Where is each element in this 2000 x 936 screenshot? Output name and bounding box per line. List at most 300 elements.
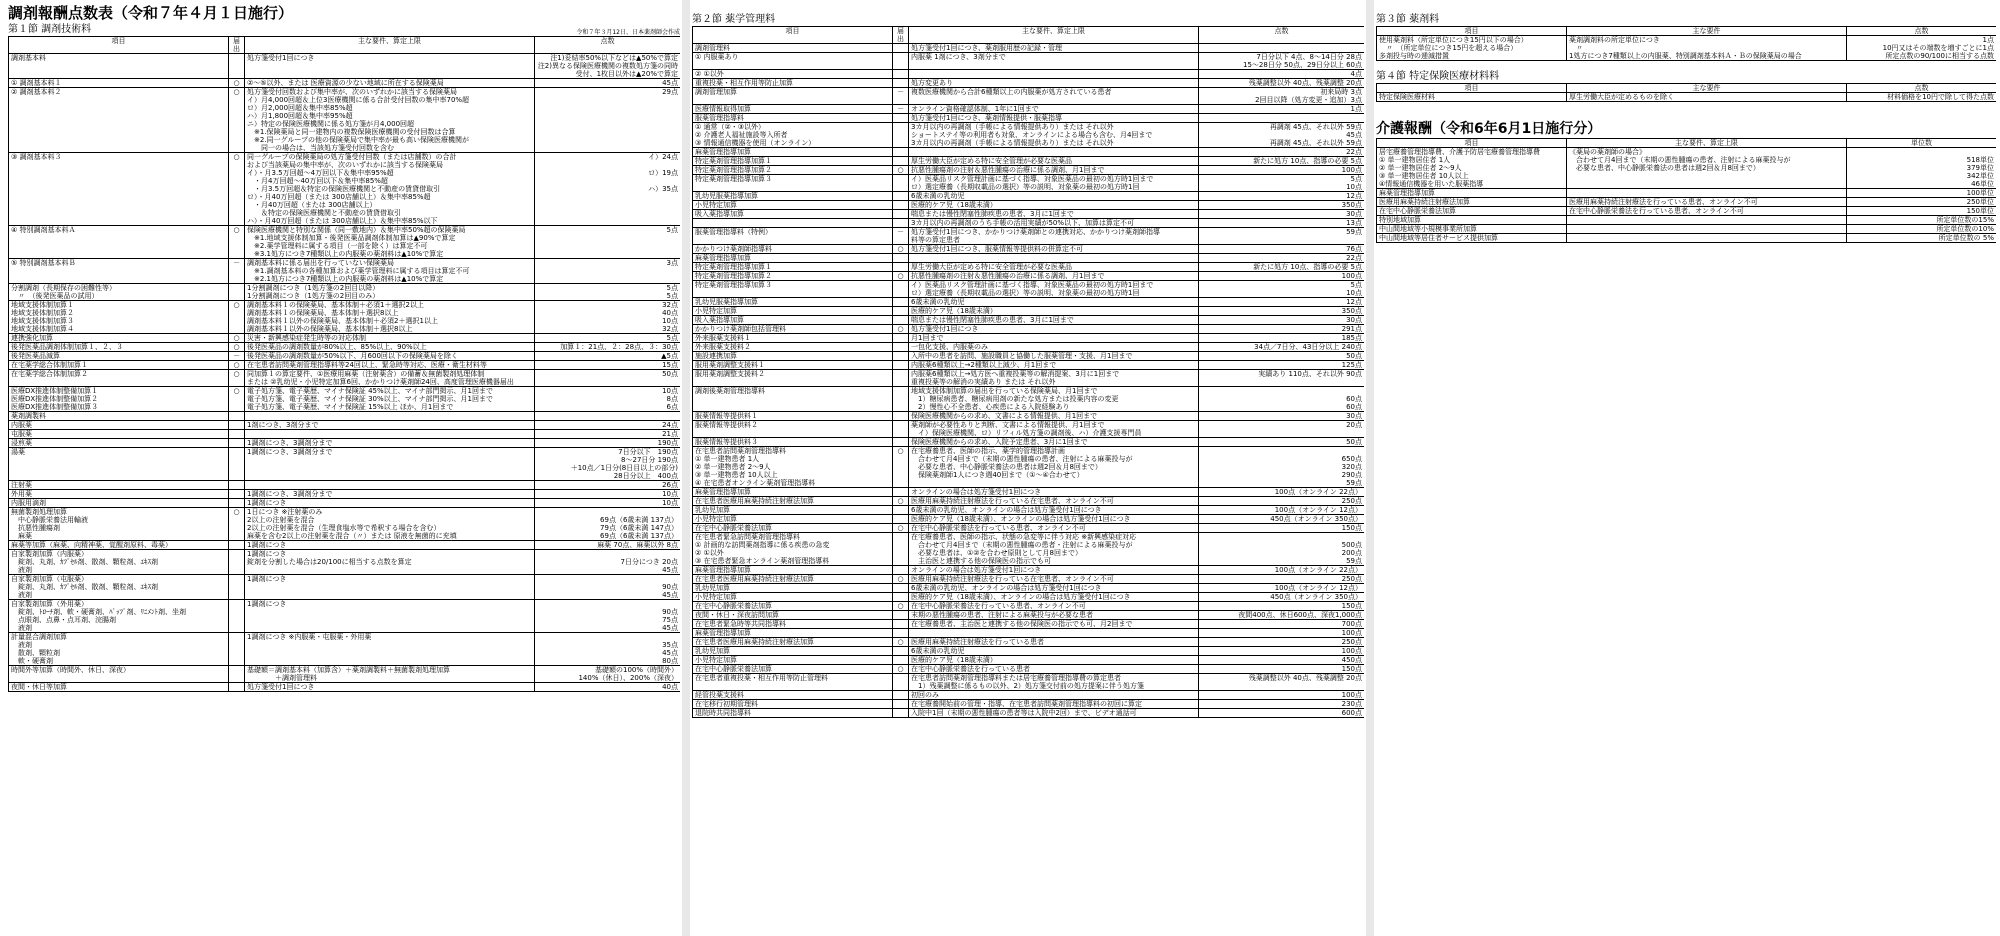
column-header: 点数	[1847, 84, 1997, 93]
table-cell	[229, 448, 245, 481]
table-cell: 乳幼児服薬指導加算	[693, 298, 893, 307]
table-cell: 在宅療養患者、医師の指示、状態の急変等に伴う対応 ※新興感染症対応 合わせて月4回まで（末期の悪性腫瘍の患者・注射による麻薬投与が 必要な患者は、①②を合わせ原則として月8回まで） 主治医と連携する他の保険医の指示でも可	[909, 533, 1199, 566]
table-cell: 医療用麻薬持続注射療法を行っている在宅患者、オンライン不可	[909, 497, 1199, 506]
table-cell: 中山間地域等居住者サービス提供加算	[1377, 234, 1567, 243]
column-header: 項目	[1377, 84, 1567, 93]
table-cell: 厚生労働大臣が定める特に安全管理が必要な医薬品	[909, 157, 1199, 166]
table-cell: 10点	[535, 499, 681, 508]
table-section-2	[692, 26, 1364, 718]
section-title-3: 第３節 薬剤料	[1376, 14, 1440, 25]
table-row	[693, 506, 1365, 515]
table-row	[693, 611, 1365, 620]
table-row	[693, 647, 1365, 656]
table-cell	[893, 210, 909, 219]
table-cell: 服薬情報等提供料１	[693, 412, 893, 421]
table-cell: 10点 8点 6点	[535, 387, 681, 412]
table-row	[9, 490, 681, 499]
table-cell: 6歳未満の乳幼児、オンラインの場合は処方箋受付1回につき	[909, 584, 1199, 593]
table-cell: 在宅療養患者、主治医と連携する他の保険医の指示でも可、月2回まで	[909, 620, 1199, 629]
table-row	[9, 508, 681, 541]
table-cell: 在宅患者緊急時等共同指導料	[693, 620, 893, 629]
table-cell	[893, 298, 909, 307]
table-cell: 月1回まで	[909, 334, 1199, 343]
table-cell: ○	[893, 638, 909, 647]
table-cell	[893, 533, 909, 566]
table-cell: 30点	[1199, 210, 1365, 219]
table-cell: 基礎額＝調剤基本料（加算含）＋薬剤調製料＋無菌製剤処理加算 ＋調剤管理料	[245, 666, 535, 683]
table-cell: 在宅患者重複投薬・相互作用等防止管理料	[693, 674, 893, 691]
table-cell: 吸入薬指導加算	[693, 210, 893, 219]
table-cell: 加算１：21点、２：28点、３：30点	[535, 343, 681, 352]
table-row	[9, 370, 681, 387]
table-header-row	[1377, 139, 1997, 148]
table-cell: 時間外等加算（時間外、休日、深夜）	[9, 666, 229, 683]
table-cell: 100点（オンライン 22点）	[1199, 488, 1365, 497]
table-cell	[893, 656, 909, 665]
table-cell	[909, 629, 1199, 638]
table-row	[9, 334, 681, 343]
table-row	[1377, 189, 1997, 198]
table-row	[9, 575, 681, 600]
table-cell: 喘息または慢性閉塞性肺疾患の患者、3月に1回まで	[909, 210, 1199, 219]
table-cell: 麻薬管理指導加算	[693, 566, 893, 575]
table-row	[9, 54, 681, 79]
table-cell	[1199, 44, 1365, 53]
table-row	[693, 263, 1365, 272]
table-cell: 50点	[1199, 438, 1365, 447]
table-cell: 内服用滴剤	[9, 499, 229, 508]
table-cell: 初来局時 3点 2回目以降（処方変更・追加）3点	[1199, 88, 1365, 105]
table-cell: 地域支援体制加算１ 地域支援体制加算２ 地域支援体制加算３ 地域支援体制加算４	[9, 301, 229, 334]
table-cell	[229, 550, 245, 575]
page-gap	[682, 0, 690, 936]
table-cell: 注1)妥結率50%以下などは▲50%で算定 注2)異なる保険医療機関の複数処方箋の同時受付、1枚目以外は▲20%で算定	[535, 54, 681, 79]
table-cell: 291点	[1199, 325, 1365, 334]
table-cell: 内服薬 1剤につき、3剤分まで	[909, 53, 1199, 70]
table-cell: 1調剤につき、3調剤分まで	[245, 490, 535, 499]
table-cell: 同一グループの保険薬局の処方箋受付回数（または店舗数）の合計 および当該薬局の集中率が、次のいずれかに該当する保険薬局 イ）・月3.5万回超～4万回以下＆集中率95%超 ・月4万回超～40万回以下＆集中率85%超 ・月3.5万回超＆特定の保険医療機関と不動産の賃貸借取引 ロ）・月40万回超（または 300店舗以上）＆集中率85%超 ・月40万回超（または 300店舗以上） ＆特定の保険医療機関と不動産の賃貸借取引 ハ）・月40万回超（または 300店舗以上）＆集中率85%以下	[245, 153, 535, 226]
table-row	[9, 600, 681, 633]
table-cell	[1567, 225, 1847, 234]
table-cell: ○	[893, 497, 909, 506]
table-cell: 浸煎薬	[9, 439, 229, 448]
table-row	[9, 439, 681, 448]
table-header-row	[1377, 84, 1997, 93]
column-header: 項目	[9, 37, 229, 54]
table-cell	[229, 421, 245, 430]
column-header: 主な要件、算定上限	[245, 37, 535, 54]
table-cell: ○	[229, 301, 245, 334]
table-cell: 内服薬6種類以上→2種類以上減少、月1回まで	[909, 361, 1199, 370]
table-cell: 1点	[1199, 105, 1365, 114]
table-cell	[893, 352, 909, 361]
table-cell: ○	[893, 245, 909, 254]
table-cell: 連携強化加算	[9, 334, 229, 343]
table-cell: 処方箋受付1回につき、薬剤服用歴の記録・管理	[909, 44, 1199, 53]
table-row	[693, 53, 1365, 70]
table-cell: 調剤基本料に係る届出を行っていない保険薬局 ※1.調剤基本料の各種加算および薬学管理料に属する項目は算定不可 ※2.1処方につき7種類以上の内服薬の薬剤料は▲10%で算定	[245, 259, 535, 284]
table-row	[9, 666, 681, 683]
table-cell: 1調剤につき 錠剤を分割した場合は20/100に相当する点数を算定	[245, 550, 535, 575]
table-cell: 夜間・休日・深夜訪問加算	[693, 611, 893, 620]
table-cell: 32点 40点 10点 32点	[535, 301, 681, 334]
table-cell: 後発医薬品の調剤数量が80%以上、85%以上、90%以上	[245, 343, 535, 352]
table-section-3	[1376, 26, 1996, 61]
table-cell: 夜間400点、休日600点、深夜1,000点	[1199, 611, 1365, 620]
table-cell: 100点	[1199, 629, 1365, 638]
table-cell: ▲5点	[535, 352, 681, 361]
table-row	[9, 499, 681, 508]
table-cell: 医療的ケア児（18歳未満）、オンラインの場合は処方箋受付1回につき	[909, 515, 1199, 524]
table-cell	[229, 633, 245, 666]
table-cell: 麻薬等加算（麻薬、向精神薬、覚醒剤原料、毒薬）	[9, 541, 229, 550]
table-cell: 21点	[535, 430, 681, 439]
table-cell: 在宅中心静脈栄養法を行っている患者	[909, 665, 1199, 674]
table-cell	[1199, 114, 1365, 123]
table-cell	[229, 439, 245, 448]
table-row	[9, 259, 681, 284]
table-row	[9, 284, 681, 301]
table-cell: 1剤につき、3剤分まで	[245, 421, 535, 430]
table-cell: ○	[893, 575, 909, 584]
column-header: 主な要件	[1567, 27, 1847, 36]
table-cell: 重複投薬・相互作用等防止加算	[693, 79, 893, 88]
table-cell: 医療用麻薬持続注射療法を行っている患者	[909, 638, 1199, 647]
table-cell	[893, 438, 909, 447]
table-cell: ② 調剤基本料２	[9, 88, 229, 153]
table-row	[693, 272, 1365, 281]
table-cell: ○	[229, 88, 245, 153]
table-row	[9, 633, 681, 666]
table-cell	[893, 421, 909, 438]
table-cell: 100点（オンライン 12点）	[1199, 584, 1365, 593]
table-cell: ⑤ 特別調剤基本料Ｂ	[9, 259, 229, 284]
table-cell	[229, 481, 245, 490]
page-gap	[1366, 0, 1374, 936]
table-cell: 7日分につき 20点 45点	[535, 550, 681, 575]
table-cell: 麻薬管理指導加算	[693, 254, 893, 263]
table-cell: 内服薬	[9, 421, 229, 430]
table-row	[693, 575, 1365, 584]
table-cell	[229, 683, 245, 692]
table-row	[693, 281, 1365, 298]
table-cell: 服用薬剤調整支援料１	[693, 361, 893, 370]
table-cell: 24点	[535, 421, 681, 430]
table-row	[693, 219, 1365, 228]
table-cell	[893, 515, 909, 524]
table-row	[693, 674, 1365, 691]
table-cell: 69点（6歳未満 137点） 79点（6歳未満 147点） 69点（6歳未満 137点）	[535, 508, 681, 541]
table-cell	[893, 70, 909, 79]
page-2	[692, 0, 1364, 936]
table-row	[693, 629, 1365, 638]
table-cell: 在宅中心静脈栄養法加算	[693, 602, 893, 611]
section-title-1: 第１節 調剤技術料	[8, 24, 92, 35]
table-cell: 5点	[535, 334, 681, 343]
table-cell: 小児特定加算	[693, 593, 893, 602]
section-title-4: 第４節 特定保険医療材料料	[1376, 71, 1500, 82]
table-row	[693, 533, 1365, 566]
table-cell: 60点 60点	[1199, 387, 1365, 412]
table-cell: 薬剤調製料	[9, 412, 229, 421]
column-header: 項目	[1377, 139, 1567, 148]
table-cell: 在宅中心静脈栄養法を行っている患者、オンライン不可	[909, 602, 1199, 611]
table-cell: 基礎額の100%（時間外） 140%（休日）、200%（深夜）	[535, 666, 681, 683]
table-cell: 30点	[1199, 316, 1365, 325]
table-cell: 後発医薬品調剤体制加算１、２、３	[9, 343, 229, 352]
column-header: 点数	[1847, 27, 1997, 36]
table-cell: 100点	[1199, 272, 1365, 281]
table-cell	[229, 575, 245, 600]
table-cell: 1点 10円又はその端数を増すごとに1点 所定点数の90/100に相当する点数	[1847, 36, 1997, 61]
table-cell: 喘息または慢性閉塞性肺疾患の患者、3月に1回まで	[909, 316, 1199, 325]
table-cell	[893, 201, 909, 210]
table-row	[693, 421, 1365, 438]
table-cell	[893, 307, 909, 316]
table-row	[693, 700, 1365, 709]
table-cell	[893, 316, 909, 325]
table-cell: 在宅中心静脈栄養法を行っている患者、オンライン不可	[1567, 207, 1847, 216]
table-cell	[893, 584, 909, 593]
table-cell: かかりつけ薬剤師指導料	[693, 245, 893, 254]
table-cell: ○	[229, 361, 245, 370]
table-cell	[893, 611, 909, 620]
table-row	[9, 387, 681, 412]
table-row	[693, 602, 1365, 611]
table-cell: 医療的ケア児（18歳未満）	[909, 656, 1199, 665]
table-cell: 125点	[1199, 361, 1365, 370]
table-row	[693, 316, 1365, 325]
table-cell: 処方箋受付1回につき	[245, 683, 535, 692]
table-cell: 保険医療機関からの求め、入院予定患者、3月に1回まで	[909, 438, 1199, 447]
table-cell: 複数医療機関から合計6種類以上の内服薬が処方されている患者	[909, 88, 1199, 105]
table-cell	[909, 254, 1199, 263]
table-row	[693, 709, 1365, 718]
table-cell: 厚生労働大臣が定めるものを除く	[1567, 93, 1847, 102]
table-cell: 185点	[1199, 334, 1365, 343]
table-cell: 後発医薬品減算	[9, 352, 229, 361]
table-row	[693, 584, 1365, 593]
table-cell: 45点	[535, 79, 681, 88]
table-cell: イ）医薬品リスク管理計画に基づく指導、対象医薬品の最初の処方時1回まで ロ）選定療養（長期収載品の選択）等の説明、対象薬の最初の処方時1回	[909, 281, 1199, 298]
table-cell: 250点	[1199, 638, 1365, 647]
table-cell: 59点	[1199, 228, 1365, 245]
table-cell: 残薬調整以外 40点、残薬調整 20点	[1199, 674, 1365, 691]
page-1	[8, 0, 680, 936]
table-cell: 6歳未満の乳幼児	[909, 647, 1199, 656]
table-cell: 10点	[535, 490, 681, 499]
table-cell: 服薬情報等提供料３	[693, 438, 893, 447]
table-cell: 屯服薬	[9, 430, 229, 439]
table-cell: 調剤管理料	[693, 44, 893, 53]
table-cell: イ）24点 ロ）19点 ハ）35点	[535, 153, 681, 226]
table-cell: ○	[229, 226, 245, 259]
table-cell	[893, 263, 909, 272]
table-cell: 100点	[1199, 647, 1365, 656]
table-section-1	[8, 36, 680, 692]
table-cell: 15点	[535, 361, 681, 370]
table-cell: 40点	[535, 683, 681, 692]
table-cell: 保険医療機関からの求め、文書による情報提供、月1回まで	[909, 412, 1199, 421]
table-cell: 在宅薬学総合体制加算２	[9, 370, 229, 387]
table-row	[693, 343, 1365, 352]
table-cell: 在宅中心静脈栄養法加算	[693, 665, 893, 674]
table-row	[9, 153, 681, 226]
table-cell: 13点	[1199, 219, 1365, 228]
table-cell: 医療用麻薬持続注射療法を行っている患者、オンライン不可	[1567, 198, 1847, 207]
table-cell: 350点	[1199, 201, 1365, 210]
table-cell: 100点	[1199, 691, 1365, 700]
table-cell: 3点	[535, 259, 681, 284]
column-header: 届出	[229, 37, 245, 54]
table-cell: 医療的ケア児（18歳未満）	[909, 201, 1199, 210]
table-cell: 初回のみ	[909, 691, 1199, 700]
table-cell: 190点	[535, 439, 681, 448]
table-cell: イ）医薬品リスク管理計画に基づく指導、対象医薬品の最初の処方時1回まで ロ）選定療養（長期収載品の選択）等の説明、対象薬の最初の処方時1回	[909, 175, 1199, 192]
table-cell: 地域支援体制加算の届出を行っている保険薬局、月1回まで 1）糖尿病患者、糖尿病用剤の新たな処方または投薬内容の変更 2）慢性心不全患者、心疾患による入院経験あり	[909, 387, 1199, 412]
table-row	[9, 550, 681, 575]
column-header: 項目	[693, 27, 893, 44]
table-cell: 厚生労働大臣が定める特に安全管理が必要な医薬品	[909, 263, 1199, 272]
table-row	[693, 148, 1365, 157]
table-cell: 在宅中心静脈栄養法を行っている患者、オンライン不可	[909, 524, 1199, 533]
table-cell: ○	[893, 665, 909, 674]
table-cell: 518単位 379単位 342単位 46単位	[1847, 148, 1997, 189]
table-cell: 入所中の患者を訪問、施設職員と協働した服薬管理・支援、月1回まで	[909, 352, 1199, 361]
table-header-row	[1377, 27, 1997, 36]
table-row	[693, 412, 1365, 421]
table-cell	[229, 666, 245, 683]
table-row	[693, 524, 1365, 533]
table-cell: 250点	[1199, 497, 1365, 506]
table-cell	[229, 284, 245, 301]
table-cell: ○	[893, 325, 909, 334]
table-cell: 所定単位数の10%	[1847, 225, 1997, 234]
table-cell: 在宅中心静脈栄養法加算	[1377, 207, 1567, 216]
table-cell	[693, 219, 893, 228]
table-cell: 450点（オンライン 350点）	[1199, 593, 1365, 602]
table-cell: 後発医薬品の調剤数量が50%以下、月600回以下の保険薬局を除く	[245, 352, 535, 361]
table-cell: 3カ月以内の再調剤のうち手帳の活用実績が50%以下、加算は算定不可	[909, 219, 1199, 228]
date-note: 令和７年３月12日、日本薬剤師会作成	[576, 29, 680, 36]
table-cell: 90点 45点	[535, 575, 681, 600]
table-cell: 1調剤につき	[245, 499, 535, 508]
table-cell: ○	[229, 153, 245, 226]
table-cell: 22点	[1199, 254, 1365, 263]
table-cell: ○	[893, 447, 909, 488]
table-cell	[229, 54, 245, 79]
table-cell: オンライン資格確認体制、1年に1回まで	[909, 105, 1199, 114]
table-cell	[893, 620, 909, 629]
table-row	[9, 448, 681, 481]
table-cell: 250点	[1199, 575, 1365, 584]
table-cell: 600点	[1199, 709, 1365, 718]
table-cell: 医療的ケア児（18歳未満）、オンラインの場合は処方箋受付1回につき	[909, 593, 1199, 602]
table-row	[693, 334, 1365, 343]
table-cell	[909, 70, 1199, 79]
table-cell: 12点	[1199, 192, 1365, 201]
table-cell: 湯薬	[9, 448, 229, 481]
table-cell: かかりつけ薬剤師包括管理料	[693, 325, 893, 334]
table-row	[1377, 93, 1997, 102]
table-row	[9, 683, 681, 692]
table-row	[693, 620, 1365, 629]
table-cell: 6歳未満の乳幼児	[909, 298, 1199, 307]
table-cell: 抗悪性腫瘍剤の注射＆悪性腫瘍の治療に係る調剤、月1回まで	[909, 272, 1199, 281]
table-row	[693, 254, 1365, 263]
table-cell: 内服薬6種類以上→処方医へ重複投薬等の解消提案、3月に1回まで 重複投薬等の解消の実績あり または それ以外	[909, 370, 1199, 387]
table-cell	[535, 412, 681, 421]
table-cell: 所定単位数の15%	[1847, 216, 1997, 225]
table-cell: 1調剤につき	[245, 600, 535, 633]
table-cell: 26点	[535, 481, 681, 490]
table-cell	[893, 79, 909, 88]
table-row	[693, 325, 1365, 334]
table-cell: 医療DX推進体制整備加算１ 医療DX推進体制整備加算２ 医療DX推進体制整備加算３	[9, 387, 229, 412]
column-header: 届出	[893, 27, 909, 44]
table-cell: 50点	[1199, 352, 1365, 361]
table-cell: 医療的ケア児（18歳未満）	[909, 307, 1199, 316]
table-cell	[893, 123, 909, 148]
table-cell: 電子処方箋、電子薬歴、マイナ保険証 45%以上、マイナ部門掲示、月1回まで 電子処方箋、電子薬歴、マイナ保険証 30%以上、マイナ部門掲示、月1回まで 電子処方箋、電子薬歴、マイナ保険証 15%以上 ほか、月1回まで	[245, 387, 535, 412]
document-title: 調剤報酬点数表（令和７年４月１日施行）	[8, 4, 294, 22]
table-cell: 新たに処方 10点、指導の必要 5点	[1199, 157, 1365, 166]
table-cell: －	[893, 88, 909, 105]
table-cell: 在宅患者訪問薬剤管理指導料等24回以上、緊急時等対応、医療・衛生材料等	[245, 361, 535, 370]
table-cell	[245, 412, 535, 421]
table-row	[693, 593, 1365, 602]
table-cell: 自家製剤加算（内服薬） 錠剤、丸剤、ｶﾌﾟｾﾙ剤、散剤、顆粒剤、ｴｷｽ剤 液剤	[9, 550, 229, 575]
table-cell: 《薬局の薬剤師の場合》 合わせて月4回まで（末期の悪性腫瘍の患者、注射による麻薬投与が 必要な患者、中心静脈栄養法の患者は週2回＆月8回まで）	[1567, 148, 1847, 189]
table-cell: 自家製剤加算（外用薬） 錠剤、ﾄﾛｰﾁ剤、軟・硬膏剤、ﾊﾟｯﾌﾟ剤、ﾘﾆﾒﾝﾄ剤、坐剤 点眼剤、点鼻・点耳剤、浣腸剤 液剤	[9, 600, 229, 633]
table-cell: 在宅療養開始前の管理・指導、在宅患者訪問薬剤管理指導料の初回に算定	[909, 700, 1199, 709]
table-row	[9, 343, 681, 352]
table-cell	[245, 481, 535, 490]
table-row	[693, 123, 1365, 148]
table-cell: 1調剤につき、3調剤分まで	[245, 448, 535, 481]
table-cell: 230点	[1199, 700, 1365, 709]
table-cell	[1567, 234, 1847, 243]
table-cell: －	[229, 352, 245, 361]
table-cell	[893, 281, 909, 298]
table-cell: 麻薬管理指導加算	[693, 629, 893, 638]
table-row	[693, 515, 1365, 524]
table-cell: 特別地域加算	[1377, 216, 1567, 225]
table-cell: 29点	[535, 88, 681, 153]
table-cell: 退院時共同指導料	[693, 709, 893, 718]
table-cell: 分割調剤（長期保存の困難性等） 〃 （後発医薬品の試用）	[9, 284, 229, 301]
table-cell: 7日分以下 4点、8～14日分 28点 15～28日分 50点、29日分以上 60点	[1199, 53, 1365, 70]
table-cell: 乳幼児加算	[693, 506, 893, 515]
table-cell	[893, 157, 909, 166]
table-row	[693, 245, 1365, 254]
table-row	[693, 488, 1365, 497]
table-cell: 5点 5点	[535, 284, 681, 301]
table-cell: 在宅患者医療用麻薬持続注射療法加算	[693, 638, 893, 647]
table-cell: 処方箋受付1回につき	[245, 54, 535, 79]
table-cell	[893, 566, 909, 575]
table-row	[693, 201, 1365, 210]
table-cell: 災害・新興感染症発生時等の対応体制	[245, 334, 535, 343]
table-row	[693, 166, 1365, 175]
table-cell	[229, 600, 245, 633]
table-row	[693, 88, 1365, 105]
column-header: 項目	[1377, 27, 1567, 36]
table-row	[1377, 36, 1997, 61]
table-cell: 調剤後薬剤管理指導料	[693, 387, 893, 412]
table-cell: 150点	[1199, 602, 1365, 611]
table-row	[693, 157, 1365, 166]
